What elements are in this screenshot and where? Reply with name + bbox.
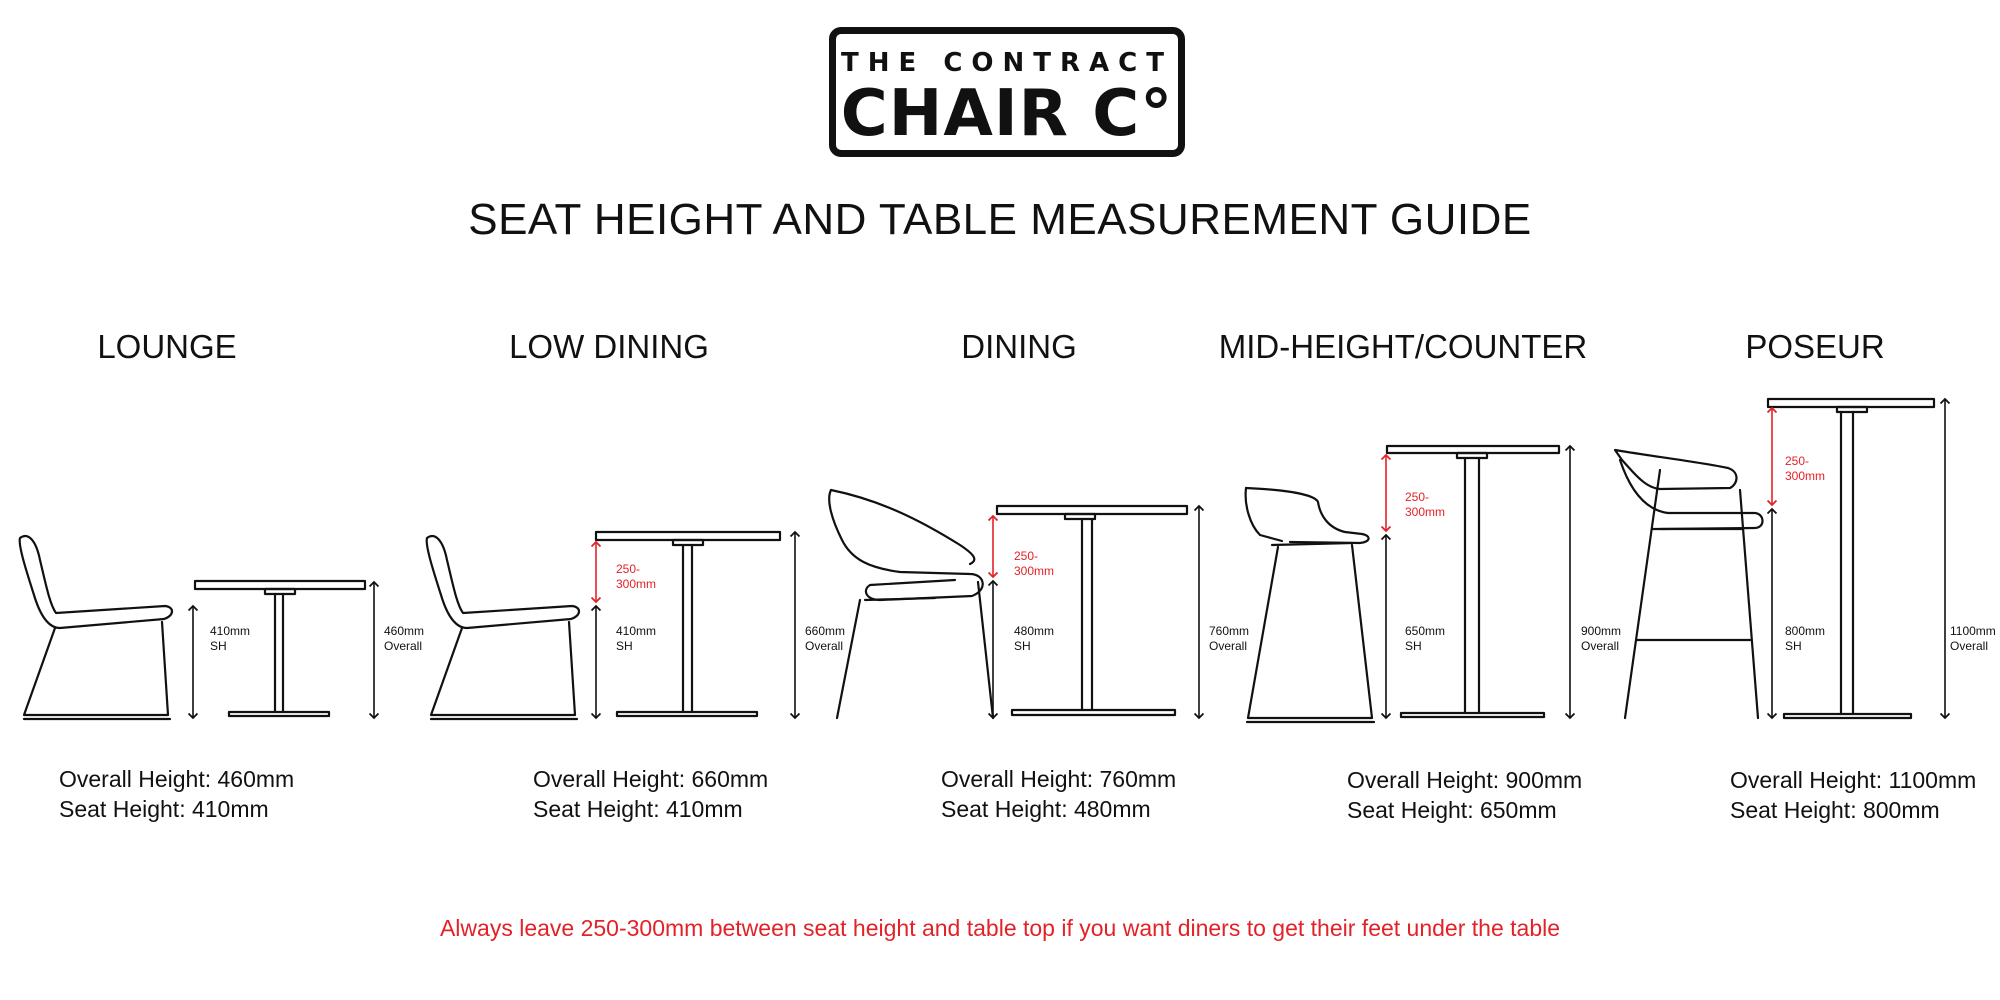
lounge-overall-label: 460mm Overall bbox=[384, 624, 425, 653]
logo-line-2: CHAIR C° bbox=[840, 77, 1174, 151]
page-title: SEAT HEIGHT AND TABLE MEASUREMENT GUIDE bbox=[468, 195, 1532, 244]
dining-table bbox=[997, 506, 1187, 715]
low-dining-overall-label: 660mm Overall bbox=[805, 624, 846, 653]
counter-sh-label: 650mm SH bbox=[1405, 624, 1446, 653]
counter-stool bbox=[1246, 488, 1374, 722]
category-title-counter: MID-HEIGHT/COUNTER bbox=[1218, 328, 1588, 365]
dimension-arrows bbox=[193, 399, 1945, 718]
category-title-low-dining: LOW DINING bbox=[509, 328, 709, 365]
counter-specs bbox=[1347, 765, 1582, 825]
counter-overall-label: 900mm Overall bbox=[1581, 624, 1622, 653]
low-dining-chair bbox=[427, 536, 579, 719]
overall-height-text: Overall Height: 760mm bbox=[941, 766, 1177, 792]
counter-table bbox=[1387, 446, 1559, 717]
seat-height-text: Seat Height: 480mm bbox=[941, 796, 1151, 822]
seat-height-text: Seat Height: 410mm bbox=[533, 796, 743, 822]
lounge-sh-label: 410mm SH bbox=[210, 624, 251, 653]
poseur-table bbox=[1768, 399, 1934, 718]
overall-height-text: Overall Height: 1100mm bbox=[1730, 767, 1977, 793]
dining-gap-label: 250- 300mm bbox=[1014, 549, 1055, 578]
category-title-poseur: POSEUR bbox=[1745, 328, 1885, 365]
category-title-lounge: LOUNGE bbox=[97, 328, 237, 365]
seat-height-text: Seat Height: 800mm bbox=[1730, 797, 1940, 823]
low-dining-sh-label: 410mm SH bbox=[616, 624, 657, 653]
low-dining-gap-label: 250- 300mm bbox=[616, 562, 657, 591]
footer-note: Always leave 250-300mm between seat height and table top if you want diners to get their feet under the table bbox=[439, 915, 1561, 941]
overall-height-text: Overall Height: 660mm bbox=[533, 766, 769, 792]
lounge-specs bbox=[59, 764, 294, 824]
seat-height-text: Seat Height: 650mm bbox=[1347, 797, 1557, 823]
logo-line-1: THE CONTRACT bbox=[841, 48, 1173, 78]
poseur-stool bbox=[1615, 450, 1763, 718]
lounge-chair bbox=[20, 536, 172, 719]
dining-overall-label: 760mm Overall bbox=[1209, 624, 1250, 653]
overall-height-text: Overall Height: 900mm bbox=[1347, 767, 1583, 793]
seat-height-text: Seat Height: 410mm bbox=[59, 796, 269, 822]
poseur-overall-label: 1100mm Overall bbox=[1950, 624, 1996, 653]
counter-gap-label: 250- 300mm bbox=[1405, 490, 1446, 519]
low-dining-specs bbox=[533, 764, 768, 824]
category-title-dining: DINING bbox=[961, 328, 1077, 365]
poseur-sh-label: 800mm SH bbox=[1785, 624, 1826, 653]
dining-sh-label: 480mm SH bbox=[1014, 624, 1055, 653]
dining-specs bbox=[941, 764, 1176, 824]
poseur-specs bbox=[1730, 765, 1976, 825]
poseur-gap-label: 250- 300mm bbox=[1785, 454, 1826, 483]
dining-chair bbox=[829, 490, 993, 718]
overall-height-text: Overall Height: 460mm bbox=[59, 766, 295, 792]
